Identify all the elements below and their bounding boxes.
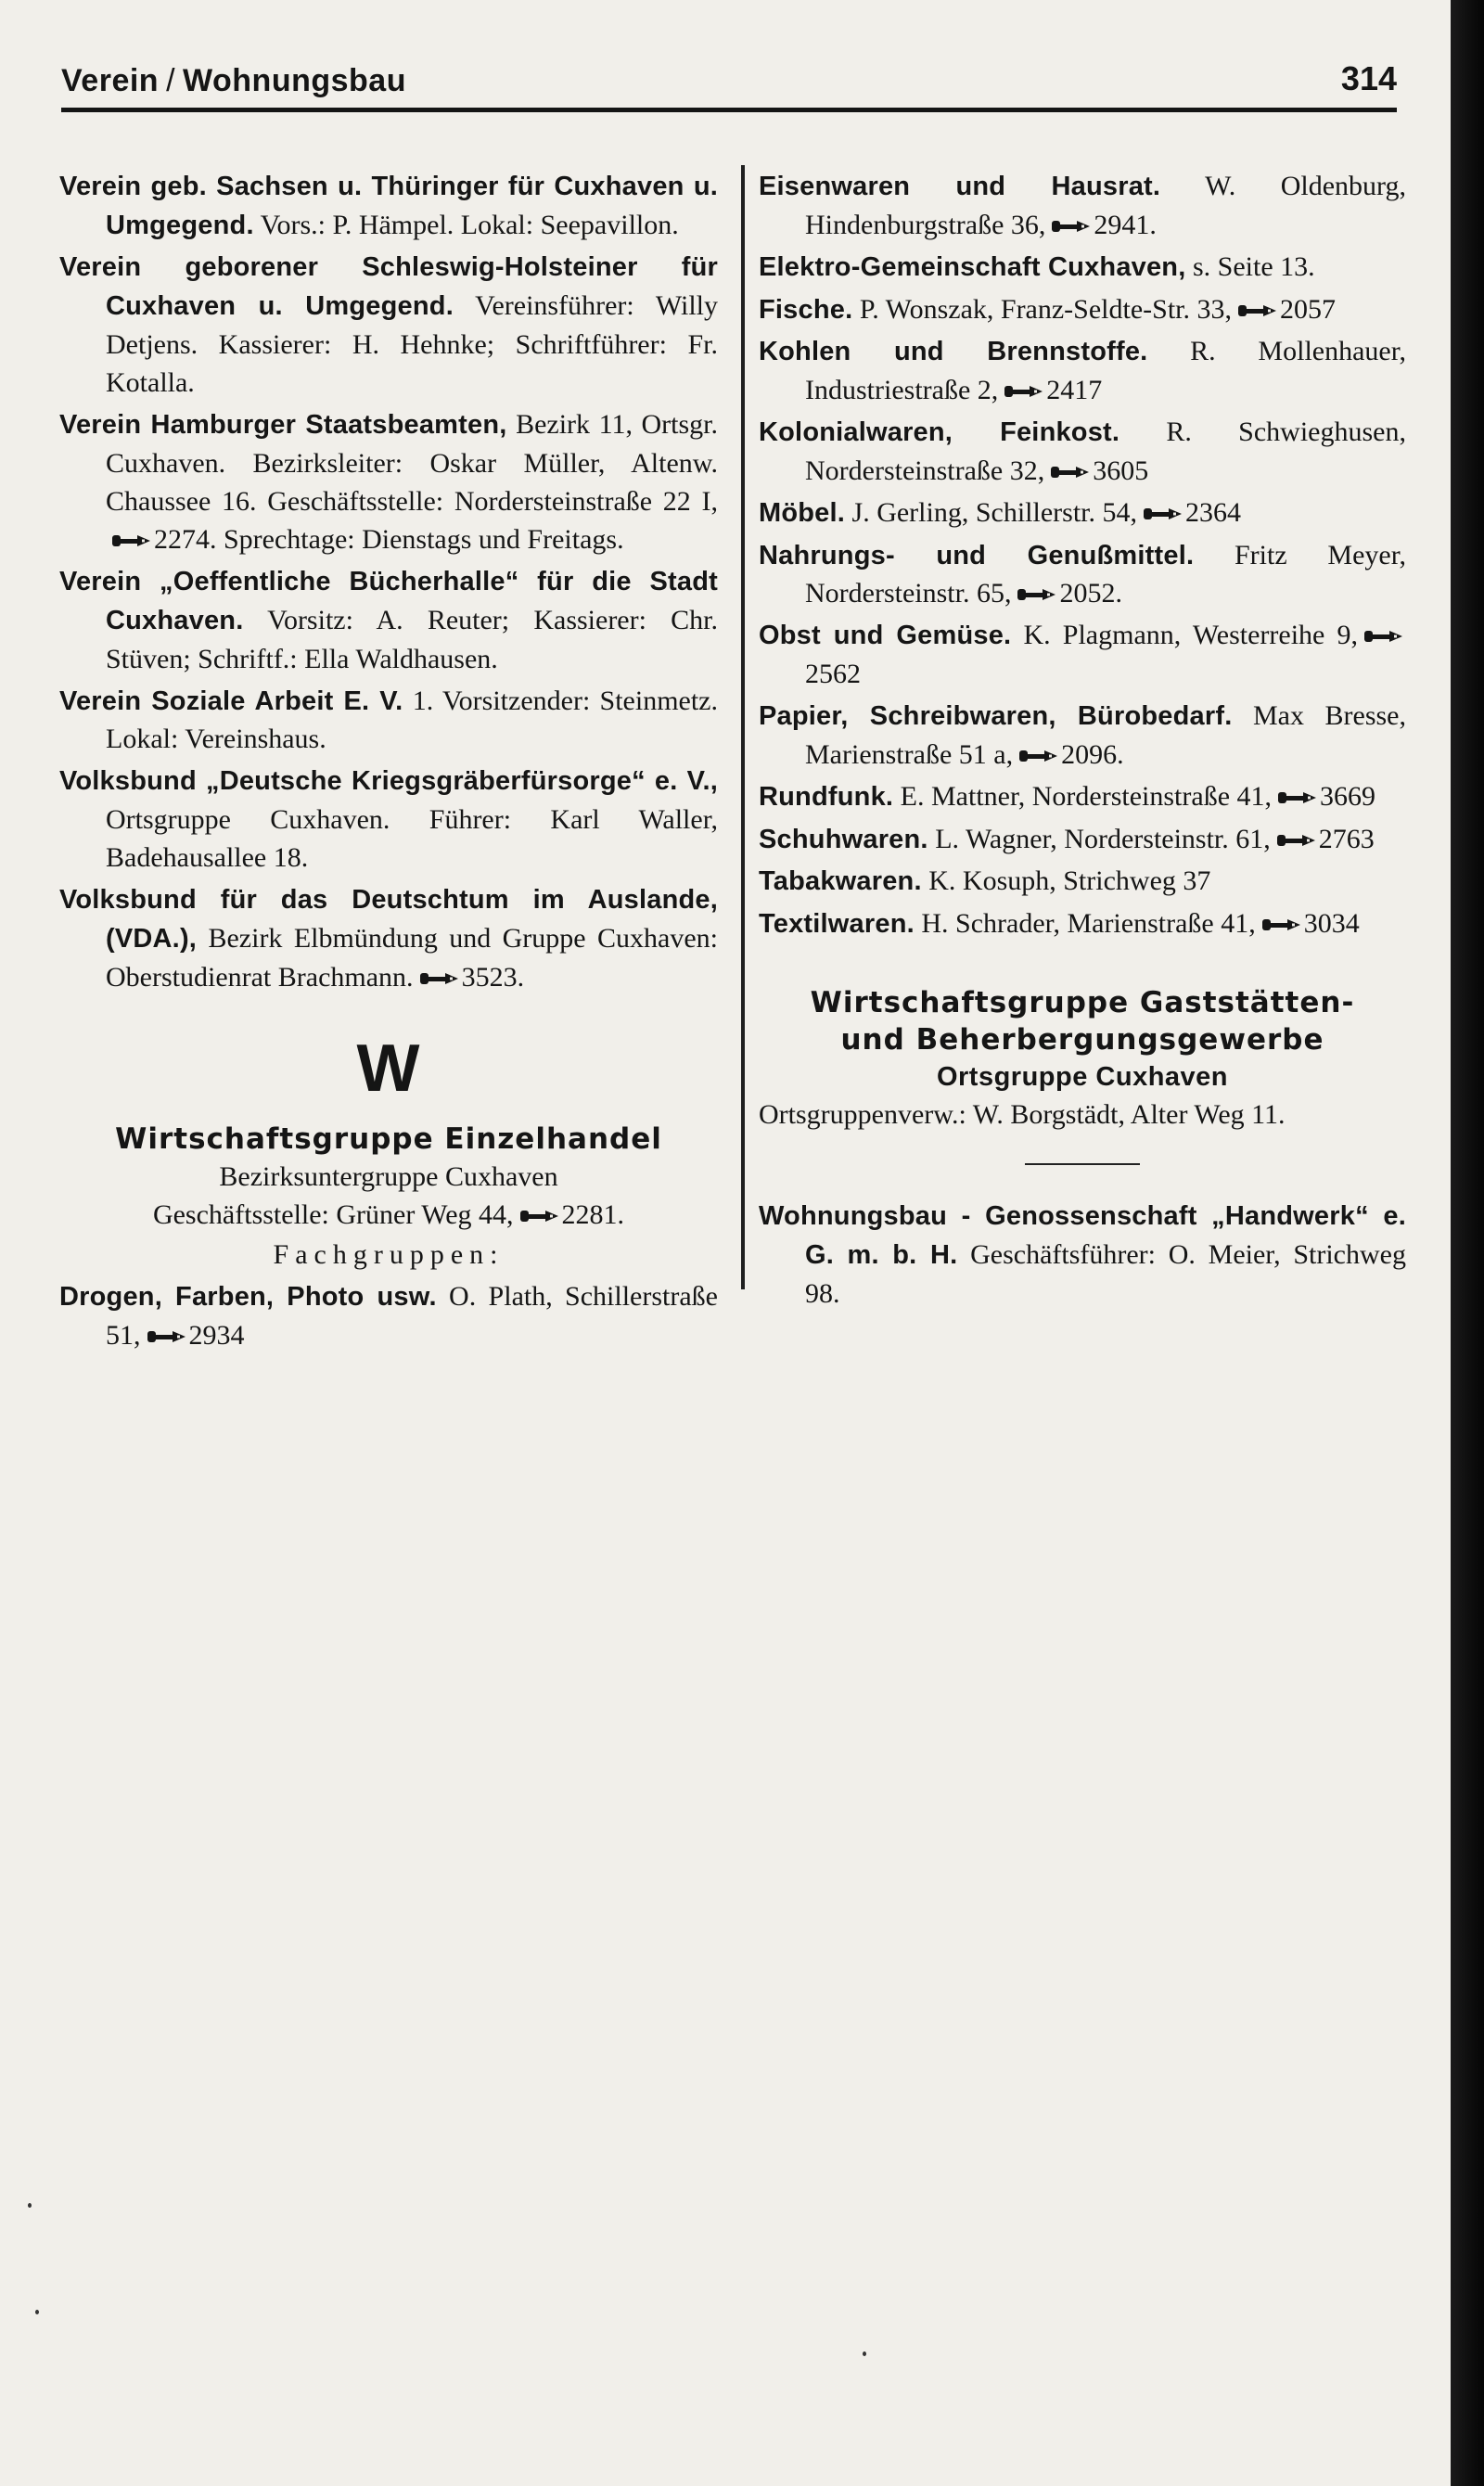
entry-text: O. Plath, Schillerstraße 51, — [106, 1281, 718, 1352]
group-heading-gaststaetten-line1: Wirtschaftsgruppe Gaststätten- — [810, 985, 1355, 1019]
entry-name: Drogen, Farben, Photo usw. — [59, 1282, 437, 1313]
group-office-text: Geschäftsstelle: Grüner Weg 44, — [152, 1199, 514, 1231]
entry-text: R. Schwieghusen, Nordersteinstraße 32, — [805, 416, 1406, 486]
entry-text: J. Gerling, Schillerstr. 54, — [851, 496, 1138, 528]
telephone-handset-icon — [1277, 789, 1318, 806]
entry-phone: 2941. — [1094, 209, 1157, 240]
running-head-left: Verein — [61, 63, 160, 98]
entry-name: Papier, Schreibwaren, Bürobedarf. — [759, 701, 1233, 732]
telephone-handset-icon — [419, 970, 460, 987]
left-entry-list — [59, 167, 718, 996]
entry-name: Verein geborener Schleswig-Holsteiner für Cuxhaven u. Umgegend. — [59, 252, 718, 322]
group-subheading-ortsgruppe: Ortsgruppe Cuxhaven — [936, 1061, 1229, 1092]
scan-speck — [28, 2203, 32, 2208]
directory-entry — [59, 248, 718, 402]
telephone-handset-icon — [1004, 383, 1044, 400]
directory-entry — [759, 536, 1406, 613]
entry-phone: 2052. — [1059, 578, 1122, 609]
telephone-handset-icon — [1276, 832, 1317, 849]
telephone-handset-icon — [147, 1328, 187, 1345]
entry-phone: 2364 — [1185, 496, 1242, 528]
directory-entry — [759, 332, 1406, 409]
group-heading-einzelhandel: Wirtschaftsgruppe Einzelhandel — [115, 1121, 662, 1156]
entry-text: 1. Vorsitzender: Steinmetz. Lokal: Vereinshaus. — [106, 685, 719, 755]
directory-entry — [59, 880, 718, 996]
entry-name: Tabakwaren. — [759, 866, 922, 897]
entry-name: Nahrungs- und Genußmittel. — [759, 540, 1195, 570]
entry-name: Möbel. — [759, 497, 846, 528]
scan-edge — [1451, 0, 1484, 2486]
entry-text: R. Mollenhauer, Industriestraße 2, — [805, 336, 1407, 405]
entry-name: Verein „Oeffentliche Bücherhalle“ für die Stadt Cuxhaven. — [59, 567, 718, 635]
entry-name: Eisenwaren und Hausrat. — [759, 172, 1161, 201]
entry-name: Rundfunk. — [759, 782, 894, 813]
entry-phone: 2934 — [188, 1320, 245, 1352]
spacer — [759, 947, 1406, 984]
running-head-right: Wohnungsbau — [183, 63, 406, 98]
entry-text: Vors.: P. Hämpel. Lokal: Seepavillon. — [260, 209, 679, 240]
page-number: 314 — [1340, 59, 1397, 97]
entry-name: Volksbund für das Deutschtum im Auslande, (VDA.), — [59, 885, 718, 955]
entry-phone: 2096. — [1061, 738, 1124, 770]
entry-name: Schuhwaren. — [759, 824, 928, 854]
entry-text: s. Seite 13. — [1192, 250, 1315, 282]
entry-text: K. Kosuph, Strichweg 37 — [928, 865, 1211, 897]
directory-entry — [759, 290, 1406, 329]
running-head-separator: / — [166, 63, 176, 98]
entry-phone: 2763 — [1318, 823, 1375, 854]
telephone-handset-icon — [1050, 464, 1091, 481]
entry-text: Bezirk 11, Ortsgr. Cuxhaven. Bezirksleiter: Oskar Müller, Altenw. Chaussee 16. Geschäftsstelle: Nordersteinstraße 22 I, — [106, 409, 718, 517]
directory-entry — [759, 777, 1406, 816]
section-letter: W — [356, 1031, 421, 1106]
group-administrator: Ortsgruppenverw.: W. Borgstädt, Alter Weg 11. — [759, 1099, 1286, 1131]
entry-name: Obst und Gemüse. — [759, 621, 1012, 651]
right-entry-list — [759, 167, 1406, 943]
telephone-handset-icon — [111, 532, 152, 549]
directory-entry — [59, 762, 718, 877]
telephone-handset-icon — [1018, 748, 1059, 764]
directory-entry — [59, 682, 718, 759]
entry-name: Textilwaren. — [759, 909, 915, 940]
telephone-handset-icon — [1017, 586, 1057, 603]
entry-note: Sprechtage: Dienstags und Freitags. — [224, 523, 624, 555]
directory-entry-wohnungsbau — [759, 1197, 1406, 1313]
entry-text: Vereinsführer: Willy Detjens. Kassierer: H. Hehnke; Schriftführer: Fr. Kotalla. — [106, 290, 718, 398]
entry-phone: 2417 — [1046, 374, 1103, 405]
directory-entry — [759, 904, 1406, 943]
group-heading-gaststaetten-line2: und Beherbergungsgewerbe — [840, 1023, 1324, 1057]
directory-entry — [759, 413, 1406, 490]
right-column — [759, 167, 1406, 1316]
running-head — [61, 63, 406, 99]
column-divider — [741, 165, 745, 1289]
entry-phone: 3034 — [1303, 908, 1360, 940]
entry-text: Geschäftsführer: O. Meier, Strichweg 98. — [805, 1239, 1406, 1309]
directory-entry — [59, 1277, 718, 1354]
directory-entry — [759, 248, 1406, 287]
entry-phone: 3605 — [1093, 455, 1149, 486]
entry-phone: 2274. — [154, 523, 217, 555]
directory-entry — [59, 405, 718, 558]
entry-text: Bezirk Elbmündung und Gruppe Cuxhaven: Oberstudienrat Brachmann. — [106, 923, 718, 993]
entry-name: Fische. — [759, 294, 853, 325]
entry-text: P. Wonszak, Franz-Seldte-Str. 33, — [859, 293, 1233, 325]
entry-phone: 2562 — [805, 659, 861, 690]
fachgruppen-label: Fachgruppen: — [273, 1239, 505, 1271]
entry-text: Vorsitz: A. Reuter; Kassierer: Chr. Stüven; Schriftf.: Ella Waldhausen. — [106, 604, 718, 674]
entry-name: Kohlen und Brennstoffe. — [759, 337, 1148, 367]
entry-name: Volksbund „Deutsche Kriegsgräberfürsorge“ e. V., — [59, 766, 718, 797]
telephone-handset-icon — [1051, 218, 1092, 235]
telephone-handset-icon — [1261, 916, 1302, 933]
group-office — [59, 1196, 718, 1234]
directory-entry — [759, 616, 1406, 693]
directory-entry — [759, 862, 1406, 901]
entry-text: Max Bresse, Marienstraße 51 a, — [805, 700, 1406, 770]
entry-name: Verein Soziale Arbeit E. V. — [59, 686, 403, 716]
entry-text: E. Mattner, Nordersteinstraße 41, — [900, 781, 1273, 813]
scan-speck — [35, 2310, 39, 2314]
telephone-handset-icon — [519, 1208, 560, 1224]
directory-entry — [759, 820, 1406, 859]
page-header — [61, 56, 1397, 111]
telephone-handset-icon — [1237, 302, 1278, 319]
scan-speck — [863, 2351, 866, 2356]
entry-phone: 2057 — [1280, 293, 1337, 325]
entry-name: Elektro-Gemeinschaft Cuxhaven, — [759, 251, 1186, 282]
directory-entry — [59, 167, 718, 244]
group-subheading: Bezirksuntergruppe Cuxhaven — [219, 1161, 558, 1193]
group-office-phone: 2281. — [561, 1199, 625, 1231]
entry-text: Fritz Meyer, Nordersteinstr. 65, — [805, 539, 1407, 609]
entry-text: L. Wagner, Nordersteinstr. 61, — [935, 823, 1271, 854]
entry-name: Kolonialwaren, Feinkost. — [759, 417, 1120, 448]
entry-text: Ortsgruppe Cuxhaven. Führer: Karl Waller, Badehausallee 18. — [106, 804, 718, 874]
short-divider — [1025, 1163, 1140, 1165]
entry-name: Verein Hamburger Staatsbeamten, — [59, 410, 507, 441]
directory-entry — [759, 697, 1406, 774]
telephone-handset-icon — [1363, 628, 1404, 645]
directory-entry — [759, 167, 1406, 244]
left-column — [59, 167, 718, 1358]
entry-text: W. Oldenburg, Hindenburgstraße 36, — [805, 171, 1406, 240]
entry-phone: 3523. — [461, 961, 525, 993]
directory-entry — [759, 493, 1406, 532]
header-rule — [61, 108, 1397, 112]
directory-entry — [59, 562, 718, 678]
fachgruppen-entry-list — [59, 1277, 718, 1354]
telephone-handset-icon — [1143, 506, 1183, 522]
entry-text: K. Plagmann, Westerreihe 9, — [1023, 620, 1359, 651]
entry-name: Wohnungsbau - Genossenschaft „Handwerk“ e. G. m. b. H. — [759, 1201, 1406, 1271]
entry-text: H. Schrader, Marienstraße 41, — [921, 908, 1256, 940]
entry-phone: 3669 — [1320, 781, 1376, 813]
entry-name: Verein geb. Sachsen u. Thüringer für Cuxhaven u. Umgegend. — [59, 172, 718, 240]
